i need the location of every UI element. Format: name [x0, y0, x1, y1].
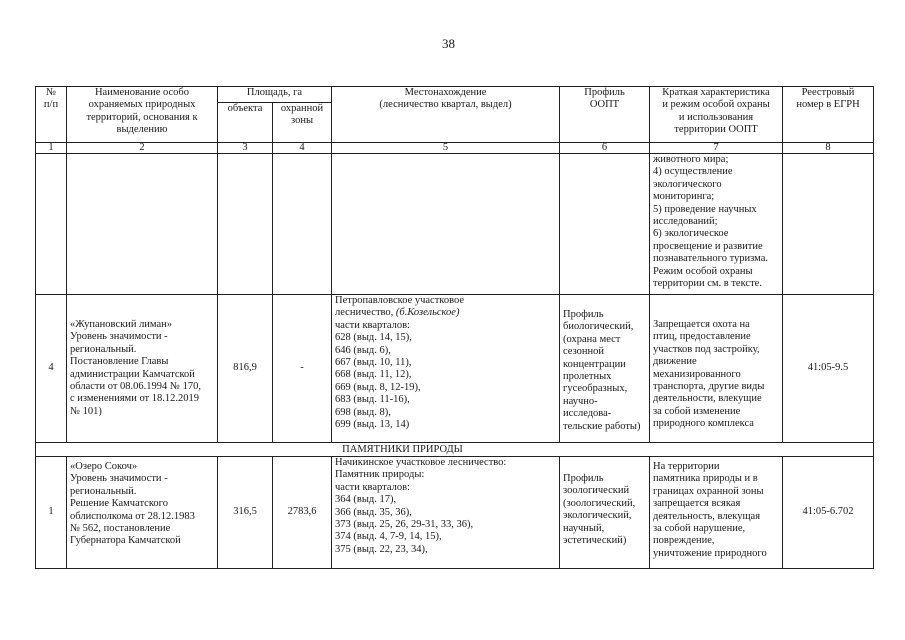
cell-name: «Жупановский лиман» Уровень значимости - региональный. Постановление Главы администрации Камчатской области от 08.06.1994 № 170, с изменениями от 18.12.2019 № 101)	[67, 295, 218, 443]
col-number: 5	[332, 143, 560, 154]
header-profile: Профиль ООПТ	[560, 87, 650, 143]
col-number: 7	[650, 143, 783, 154]
table-row-sokoch	[36, 457, 874, 569]
header-characteristic: Краткая характеристика и режим особой охраны и использования территории ООПТ	[650, 87, 783, 143]
cell-location: Петропавловское участковое лесничество, (б.Козельское) части кварталов: 628 (выд. 14, 15), 646 (выд. 6), 667 (выд. 10, 11), 668 (выд. 11, 12), 669 (выд. 8, 12-19), 683 (выд. 11-16), 698 (выд. 8), 699 (выд. 13, 14)	[332, 295, 560, 443]
header-registry: Реестровый номер в ЕГРН	[783, 87, 874, 143]
header-location: Местонахождение (лесничество квартал, выдел)	[332, 87, 560, 143]
cell-area-buffer: -	[273, 295, 332, 443]
header-name: Наименование особо охраняемых природных территорий, основания к выделению	[67, 87, 218, 143]
col-number: 3	[218, 143, 273, 154]
cell-empty	[36, 154, 67, 295]
col-number: 4	[273, 143, 332, 154]
cell-characteristic: На территории памятника природы и в границах охранной зоны запрещается всякая деятельность, влекущая за собой нарушение, повреждение, уничтожение природного	[650, 457, 783, 569]
cell-area-object: 816,9	[218, 295, 273, 443]
cell-registry: 41:05-9.5	[783, 295, 874, 443]
header-area-object: объекта	[218, 103, 273, 143]
col-number: 2	[67, 143, 218, 154]
cell-profile: Профиль биологический, (охрана мест сезонной концентрации пролетных гусеобразных, научно- исследова- тельские работы)	[560, 295, 650, 443]
table-row-continued	[36, 154, 874, 295]
section-row	[36, 443, 874, 457]
cell-num: 4	[36, 295, 67, 443]
cell-empty	[332, 154, 560, 295]
cell-empty	[560, 154, 650, 295]
cell-characteristic: животного мира; 4) осуществление экологического мониторинга; 5) проведение научных исследований; 6) экологическое просвещение и развитие познавательного туризма. Режим особой охраны территории см. в тексте.	[650, 154, 783, 295]
section-title: ПАМЯТНИКИ ПРИРОДЫ	[36, 443, 874, 457]
cell-registry: 41:05-6.702	[783, 457, 874, 569]
cell-name: «Озеро Сокоч» Уровень значимости - региональный. Решение Камчатского облисполкома от 28.12.1983 № 562, постановление Губернатора Камчатской	[67, 457, 218, 569]
cell-location: Начикинское участковое лесничество: Памятник природы: части кварталов: 364 (выд. 17), 366 (выд. 35, 36), 373 (выд. 25, 26, 29-31, 33, 36), 374 (выд. 4, 7-9, 14, 15), 375 (выд. 22, 23, 34),	[332, 457, 560, 569]
cell-empty	[67, 154, 218, 295]
header-area: Площадь, га	[218, 87, 332, 103]
cell-area-buffer: 2783,6	[273, 457, 332, 569]
cell-empty	[273, 154, 332, 295]
col-number: 8	[783, 143, 874, 154]
table-row-kupanovsky	[36, 295, 874, 443]
protected-areas-table	[35, 86, 874, 569]
col-number: 6	[560, 143, 650, 154]
col-number: 1	[36, 143, 67, 154]
column-numbers-row	[36, 143, 874, 154]
cell-empty	[783, 154, 874, 295]
header-num: № п/п	[36, 87, 67, 143]
cell-empty	[218, 154, 273, 295]
header-row-1	[36, 87, 874, 103]
cell-profile: Профиль зоологический (зоологический, экологический, научный, эстетический)	[560, 457, 650, 569]
cell-num: 1	[36, 457, 67, 569]
cell-characteristic: Запрещается охота на птиц, предоставление участков под застройку, движение механизированного транспорта, другие виды деятельности, влекущие за собой изменение природного комплекса	[650, 295, 783, 443]
page-number: 38	[442, 36, 455, 51]
cell-area-object: 316,5	[218, 457, 273, 569]
header-area-buffer: охранной зоны	[273, 103, 332, 143]
